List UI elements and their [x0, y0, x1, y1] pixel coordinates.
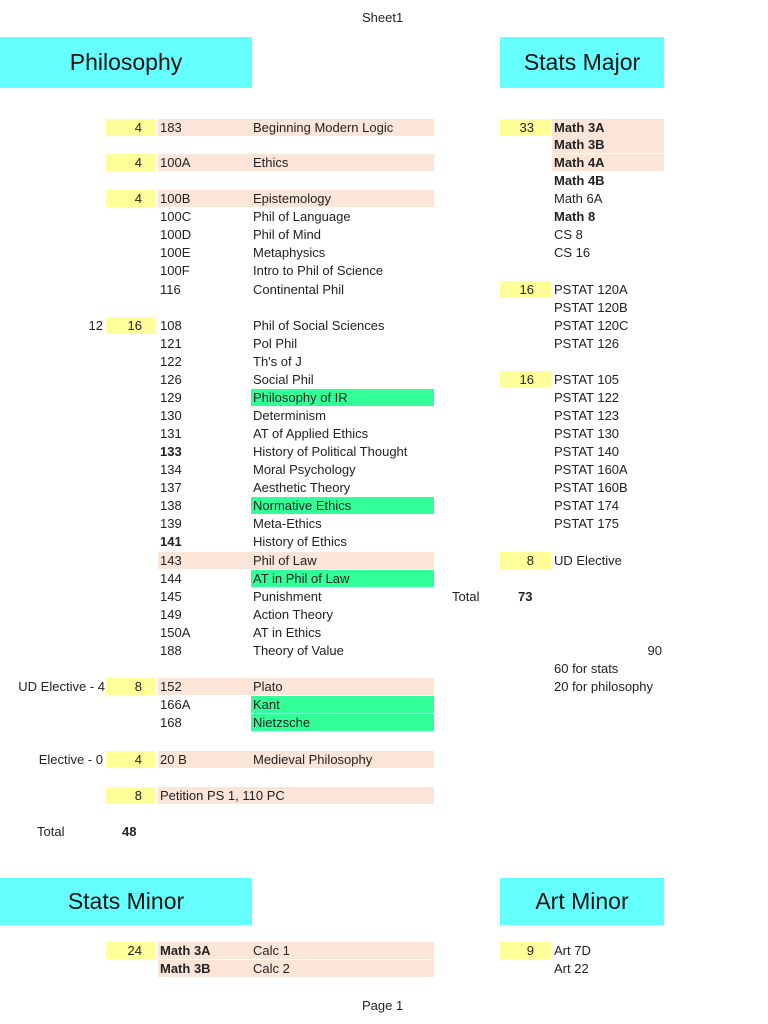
philosophy-header: Philosophy: [0, 37, 252, 88]
course-number-cell[interactable]: Petition PS 1, 110 PC: [158, 787, 434, 804]
course-number-cell[interactable]: 100F: [160, 263, 190, 278]
course-number-cell[interactable]: 141: [160, 534, 182, 549]
course-name-cell[interactable]: Punishment: [253, 589, 322, 604]
course-number-cell[interactable]: 139: [160, 516, 182, 531]
course-name-cell[interactable]: Pol Phil: [253, 336, 298, 351]
course-name-cell[interactable]: PSTAT 120C: [554, 318, 629, 333]
course-number-cell[interactable]: 137: [160, 480, 182, 495]
course-number-cell[interactable]: 166A: [160, 697, 191, 712]
credit-cell[interactable]: 8: [106, 787, 155, 804]
credit-cell[interactable]: 8: [106, 678, 155, 695]
course-number-cell[interactable]: 100D: [160, 227, 192, 242]
credits-note-line[interactable]: 60 for stats: [554, 661, 619, 676]
total-label[interactable]: Total: [452, 589, 480, 604]
credits-note-line[interactable]: 20 for philosophy: [554, 679, 654, 694]
course-name-cell[interactable]: Philosophy of IR: [251, 389, 434, 406]
course-name-cell[interactable]: Calc 1: [251, 942, 434, 959]
art-minor-header: Art Minor: [500, 878, 664, 925]
course-name-cell[interactable]: Ethics: [251, 154, 434, 171]
course-name-cell[interactable]: PSTAT 160A: [554, 462, 628, 477]
course-name-cell[interactable]: Social Phil: [253, 372, 314, 387]
course-name-cell[interactable]: Math 4A: [552, 154, 664, 171]
course-name-cell[interactable]: Nietzsche: [251, 714, 434, 731]
course-number-cell[interactable]: 116: [160, 282, 181, 297]
course-number-cell[interactable]: Math 3B: [158, 960, 251, 977]
course-name-cell[interactable]: Plato: [251, 678, 434, 695]
course-name-cell[interactable]: AT in Ethics: [253, 625, 322, 640]
credit-cell[interactable]: 8: [500, 552, 551, 569]
course-name-cell[interactable]: Math 3A: [552, 119, 664, 136]
credit-cell[interactable]: 33: [500, 119, 551, 136]
course-number-cell[interactable]: 152: [158, 678, 251, 695]
course-name-cell[interactable]: Normative Ethics: [251, 497, 434, 514]
credits-note-value[interactable]: 90: [647, 643, 662, 658]
credit-cell[interactable]: 4: [106, 751, 155, 768]
course-name-cell[interactable]: Continental Phil: [253, 282, 345, 297]
course-name-cell[interactable]: Aesthetic Theory: [253, 480, 351, 495]
total-value[interactable]: 48: [122, 824, 137, 839]
course-name-cell[interactable]: Phil of Law: [251, 552, 434, 569]
course-number-cell[interactable]: 122: [160, 354, 182, 369]
course-name-cell[interactable]: Beginning Modern Logic: [251, 119, 434, 136]
course-name-cell[interactable]: Theory of Value: [253, 643, 344, 658]
course-name-cell[interactable]: Kant: [251, 696, 434, 713]
course-name-cell[interactable]: UD Elective: [554, 553, 622, 568]
course-name-cell[interactable]: PSTAT 120A: [554, 282, 628, 297]
course-name-cell[interactable]: History of Ethics: [253, 534, 347, 549]
course-number-cell[interactable]: 100C: [160, 209, 192, 224]
credit-cell[interactable]: 16: [106, 317, 155, 334]
course-number-cell[interactable]: 121: [160, 336, 182, 351]
credit-cell[interactable]: 16: [500, 281, 551, 298]
course-name-cell[interactable]: PSTAT 174: [554, 498, 620, 513]
course-number-cell[interactable]: 100A: [158, 154, 251, 171]
course-name-cell[interactable]: History of Political Thought: [253, 444, 408, 459]
course-name-cell[interactable]: Art 7D: [554, 943, 591, 958]
course-name-cell[interactable]: Phil of Language: [253, 209, 351, 224]
course-number-cell[interactable]: 133: [160, 444, 182, 459]
left-note-cell[interactable]: Elective - 0: [38, 752, 103, 767]
credit-cell[interactable]: 4: [106, 119, 155, 136]
course-name-cell[interactable]: Meta-Ethics: [253, 516, 322, 531]
course-number-cell[interactable]: 144: [160, 571, 182, 586]
course-number-cell[interactable]: Math 3A: [158, 942, 251, 959]
course-name-cell[interactable]: Phil of Social Sciences: [253, 318, 385, 333]
course-name-cell[interactable]: Metaphysics: [253, 245, 326, 260]
course-name-cell[interactable]: Epistemology: [251, 190, 434, 207]
credit-cell[interactable]: 4: [106, 154, 155, 171]
course-name-cell[interactable]: PSTAT 130: [554, 426, 620, 441]
course-number-cell[interactable]: 145: [160, 589, 182, 604]
course-number-cell[interactable]: 129: [160, 390, 182, 405]
left-note-cell[interactable]: 12: [88, 318, 103, 333]
course-name-cell[interactable]: Th's of J: [253, 354, 302, 369]
course-name-cell[interactable]: Medieval Philosophy: [251, 751, 434, 768]
course-name-cell[interactable]: PSTAT 160B: [554, 480, 628, 495]
course-number-cell[interactable]: 150A: [160, 625, 191, 640]
course-name-cell[interactable]: AT of Applied Ethics: [253, 426, 369, 441]
credit-cell[interactable]: 24: [106, 942, 155, 959]
stats-minor-header: Stats Minor: [0, 878, 252, 925]
course-number-cell[interactable]: 20 B: [158, 751, 251, 768]
course-number-cell[interactable]: 168: [160, 715, 182, 730]
sheet-title: Sheet1: [362, 10, 404, 25]
page-number: Page 1: [362, 998, 404, 1013]
course-number-cell[interactable]: 143: [158, 552, 251, 569]
course-number-cell[interactable]: 188: [160, 643, 182, 658]
course-name-cell[interactable]: Determinism: [253, 408, 326, 423]
course-name-cell[interactable]: PSTAT 126: [554, 336, 620, 351]
course-name-cell[interactable]: PSTAT 105: [554, 372, 620, 387]
course-number-cell[interactable]: 134: [160, 462, 182, 477]
stats-major-header: Stats Major: [500, 37, 664, 88]
course-name-cell[interactable]: Moral Psychology: [253, 462, 356, 477]
left-note-cell[interactable]: UD Elective - 4: [18, 679, 105, 694]
course-name-cell[interactable]: PSTAT 122: [554, 390, 620, 405]
course-name-cell[interactable]: PSTAT 140: [554, 444, 620, 459]
course-name-cell[interactable]: PSTAT 120B: [554, 300, 628, 315]
course-name-cell[interactable]: Math 3B: [552, 136, 664, 153]
course-number-cell[interactable]: 100B: [158, 190, 251, 207]
credit-cell[interactable]: 4: [106, 190, 155, 207]
course-number-cell[interactable]: 131: [160, 426, 182, 441]
course-name-cell[interactable]: Math 8: [554, 209, 596, 224]
course-number-cell[interactable]: 126: [160, 372, 182, 387]
course-name-cell[interactable]: Calc 2: [251, 960, 434, 977]
course-number-cell[interactable]: 149: [160, 607, 182, 622]
total-value[interactable]: 73: [518, 589, 533, 604]
course-name-cell[interactable]: PSTAT 123: [554, 408, 620, 423]
credit-cell[interactable]: 16: [500, 371, 551, 388]
course-name-cell[interactable]: Action Theory: [253, 607, 333, 622]
course-name-cell[interactable]: CS 16: [554, 245, 591, 260]
course-name-cell[interactable]: Math 4B: [554, 173, 605, 188]
course-name-cell[interactable]: Phil of Mind: [253, 227, 321, 242]
course-number-cell[interactable]: 130: [160, 408, 182, 423]
course-number-cell[interactable]: 138: [160, 498, 182, 513]
course-name-cell[interactable]: Art 22: [554, 961, 589, 976]
course-number-cell[interactable]: 100E: [160, 245, 191, 260]
credit-cell[interactable]: 9: [500, 942, 551, 959]
course-number-cell[interactable]: 183: [158, 119, 251, 136]
course-number-cell[interactable]: 108: [160, 318, 182, 333]
total-label[interactable]: Total: [37, 824, 65, 839]
course-name-cell[interactable]: CS 8: [554, 227, 583, 242]
course-name-cell[interactable]: PSTAT 175: [554, 516, 620, 531]
course-name-cell[interactable]: Intro to Phil of Science: [253, 263, 384, 278]
course-name-cell[interactable]: Math 6A: [554, 191, 603, 206]
course-name-cell[interactable]: AT in Phil of Law: [251, 570, 434, 587]
